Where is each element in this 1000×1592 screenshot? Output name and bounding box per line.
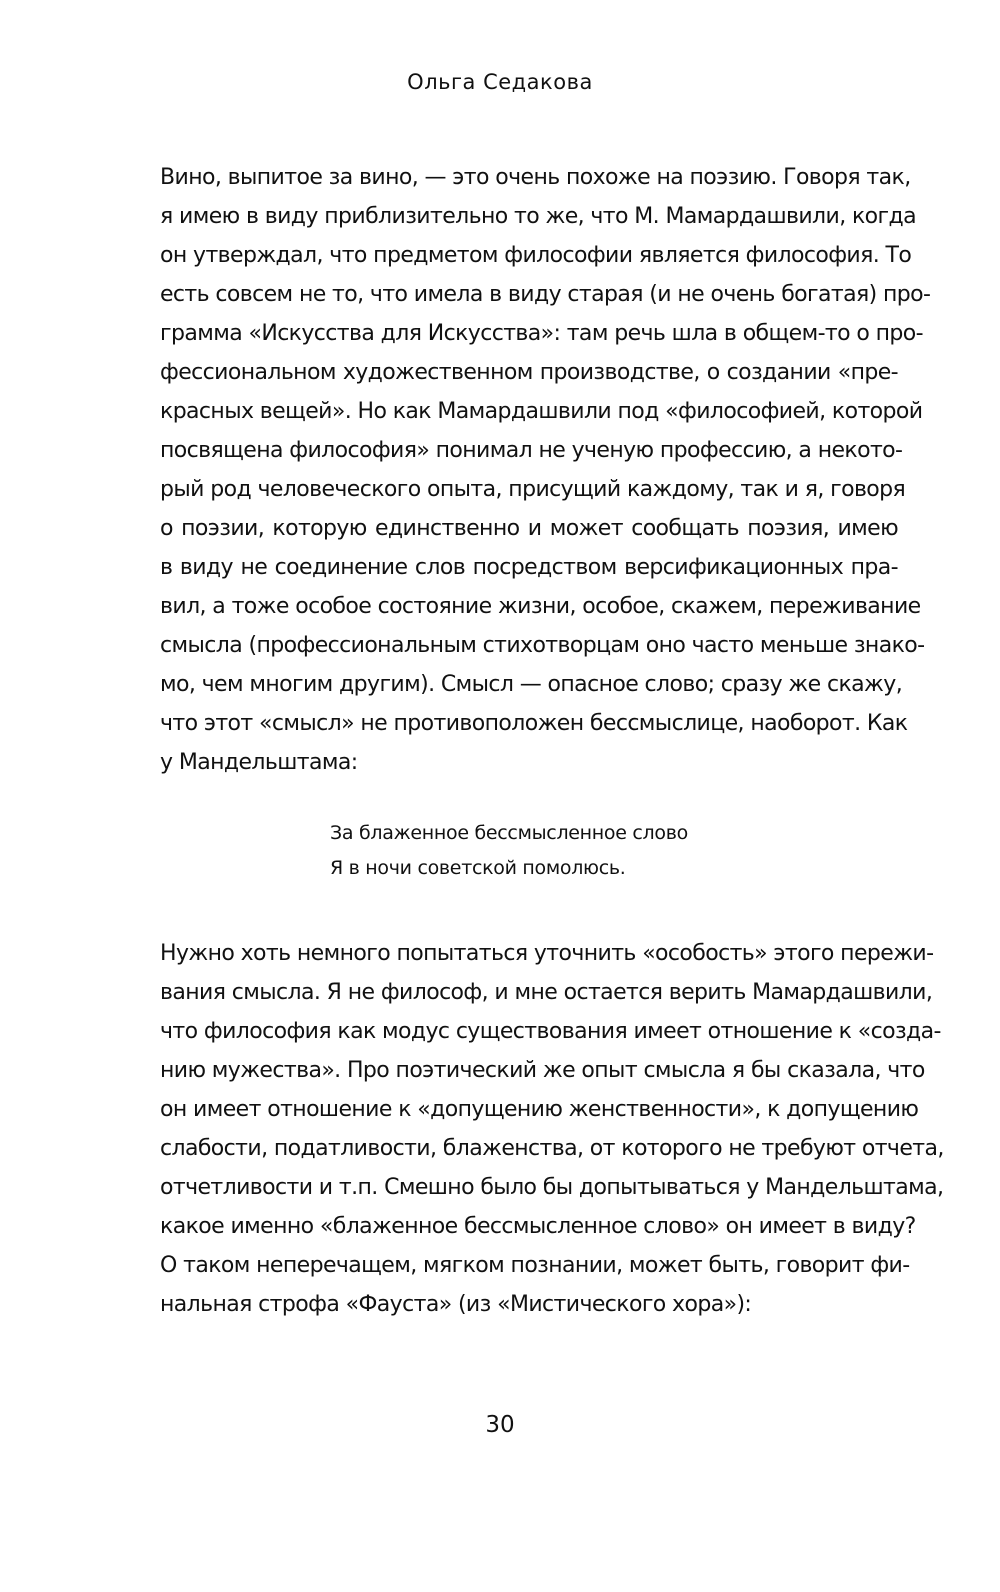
verse-line: Я в ночи советской помолюсь. [330, 857, 626, 879]
text-line: О таком неперечащем, мягком познании, может быть, говорит фи- [160, 1253, 910, 1278]
text-line: нию мужества». Про поэтический же опыт смысла я бы сказала, что [160, 1058, 925, 1083]
text-line: слабости, податливости, блаженства, от которого не требуют отчета, [160, 1136, 944, 1161]
text-line: смысла (профессиональным стихотворцам оно часто меньше знако- [160, 633, 925, 658]
text-line: он утверждал, что предметом философии является философия. То [160, 243, 912, 268]
text-line: есть совсем не то, что имела в виду старая (и не очень богатая) про- [160, 282, 931, 307]
text-line: я имею в виду приблизительно то же, что М. Мамардашвили, когда [160, 204, 916, 229]
paragraph-1 [160, 158, 931, 782]
text-line: Вино, выпитое за вино, — это очень похоже на поэзию. Говоря так, [160, 165, 911, 190]
text-line: о поэзии, которую единственно и может сообщать поэзия, имею [160, 516, 898, 541]
running-head-author: Ольга Седакова [407, 70, 593, 94]
text-line: вания смысла. Я не философ, и мне остается верить Мамардашвили, [160, 980, 933, 1005]
text-line: красных вещей». Но как Мамардашвили под «философией, которой [160, 399, 923, 424]
text-line: какое именно «блаженное бессмысленное слово» он имеет в виду? [160, 1214, 916, 1239]
text-line: что философия как модус существования имеет отношение к «созда- [160, 1019, 941, 1044]
text-line: грамма «Искусства для Искусства»: там речь шла в общем-то о про- [160, 321, 923, 346]
verse-quote [330, 816, 688, 886]
text-line: отчетливости и т.п. Смешно было бы допытываться у Мандельштама, [160, 1175, 944, 1200]
text-line: нальная строфа «Фауста» (из «Мистического хора»): [160, 1292, 752, 1317]
text-line: он имеет отношение к «допущению женственности», к допущению [160, 1097, 919, 1122]
text-line: Нужно хоть немного попытаться уточнить «особость» этого пережи- [160, 941, 934, 966]
paragraph-2 [160, 934, 944, 1324]
page-number: 30 [485, 1412, 515, 1438]
text-line: в виду не соединение слов посредством версификационных пра- [160, 555, 898, 580]
verse-line: За блаженное бессмысленное слово [330, 822, 688, 844]
text-line: у Мандельштама: [160, 750, 358, 775]
text-line: что этот «смысл» не противоположен бессмыслице, наоборот. Как [160, 711, 908, 736]
text-line: вил, а тоже особое состояние жизни, особое, скажем, переживание [160, 594, 921, 619]
text-line: рый род человеческого опыта, присущий каждому, так и я, говоря [160, 477, 906, 502]
text-line: фессиональном художественном производстве, о создании «пре- [160, 360, 898, 385]
text-line: мо, чем многим другим). Смысл — опасное слово; сразу же скажу, [160, 672, 903, 697]
text-line: посвящена философия» понимал не ученую профессию, а некото- [160, 438, 903, 463]
